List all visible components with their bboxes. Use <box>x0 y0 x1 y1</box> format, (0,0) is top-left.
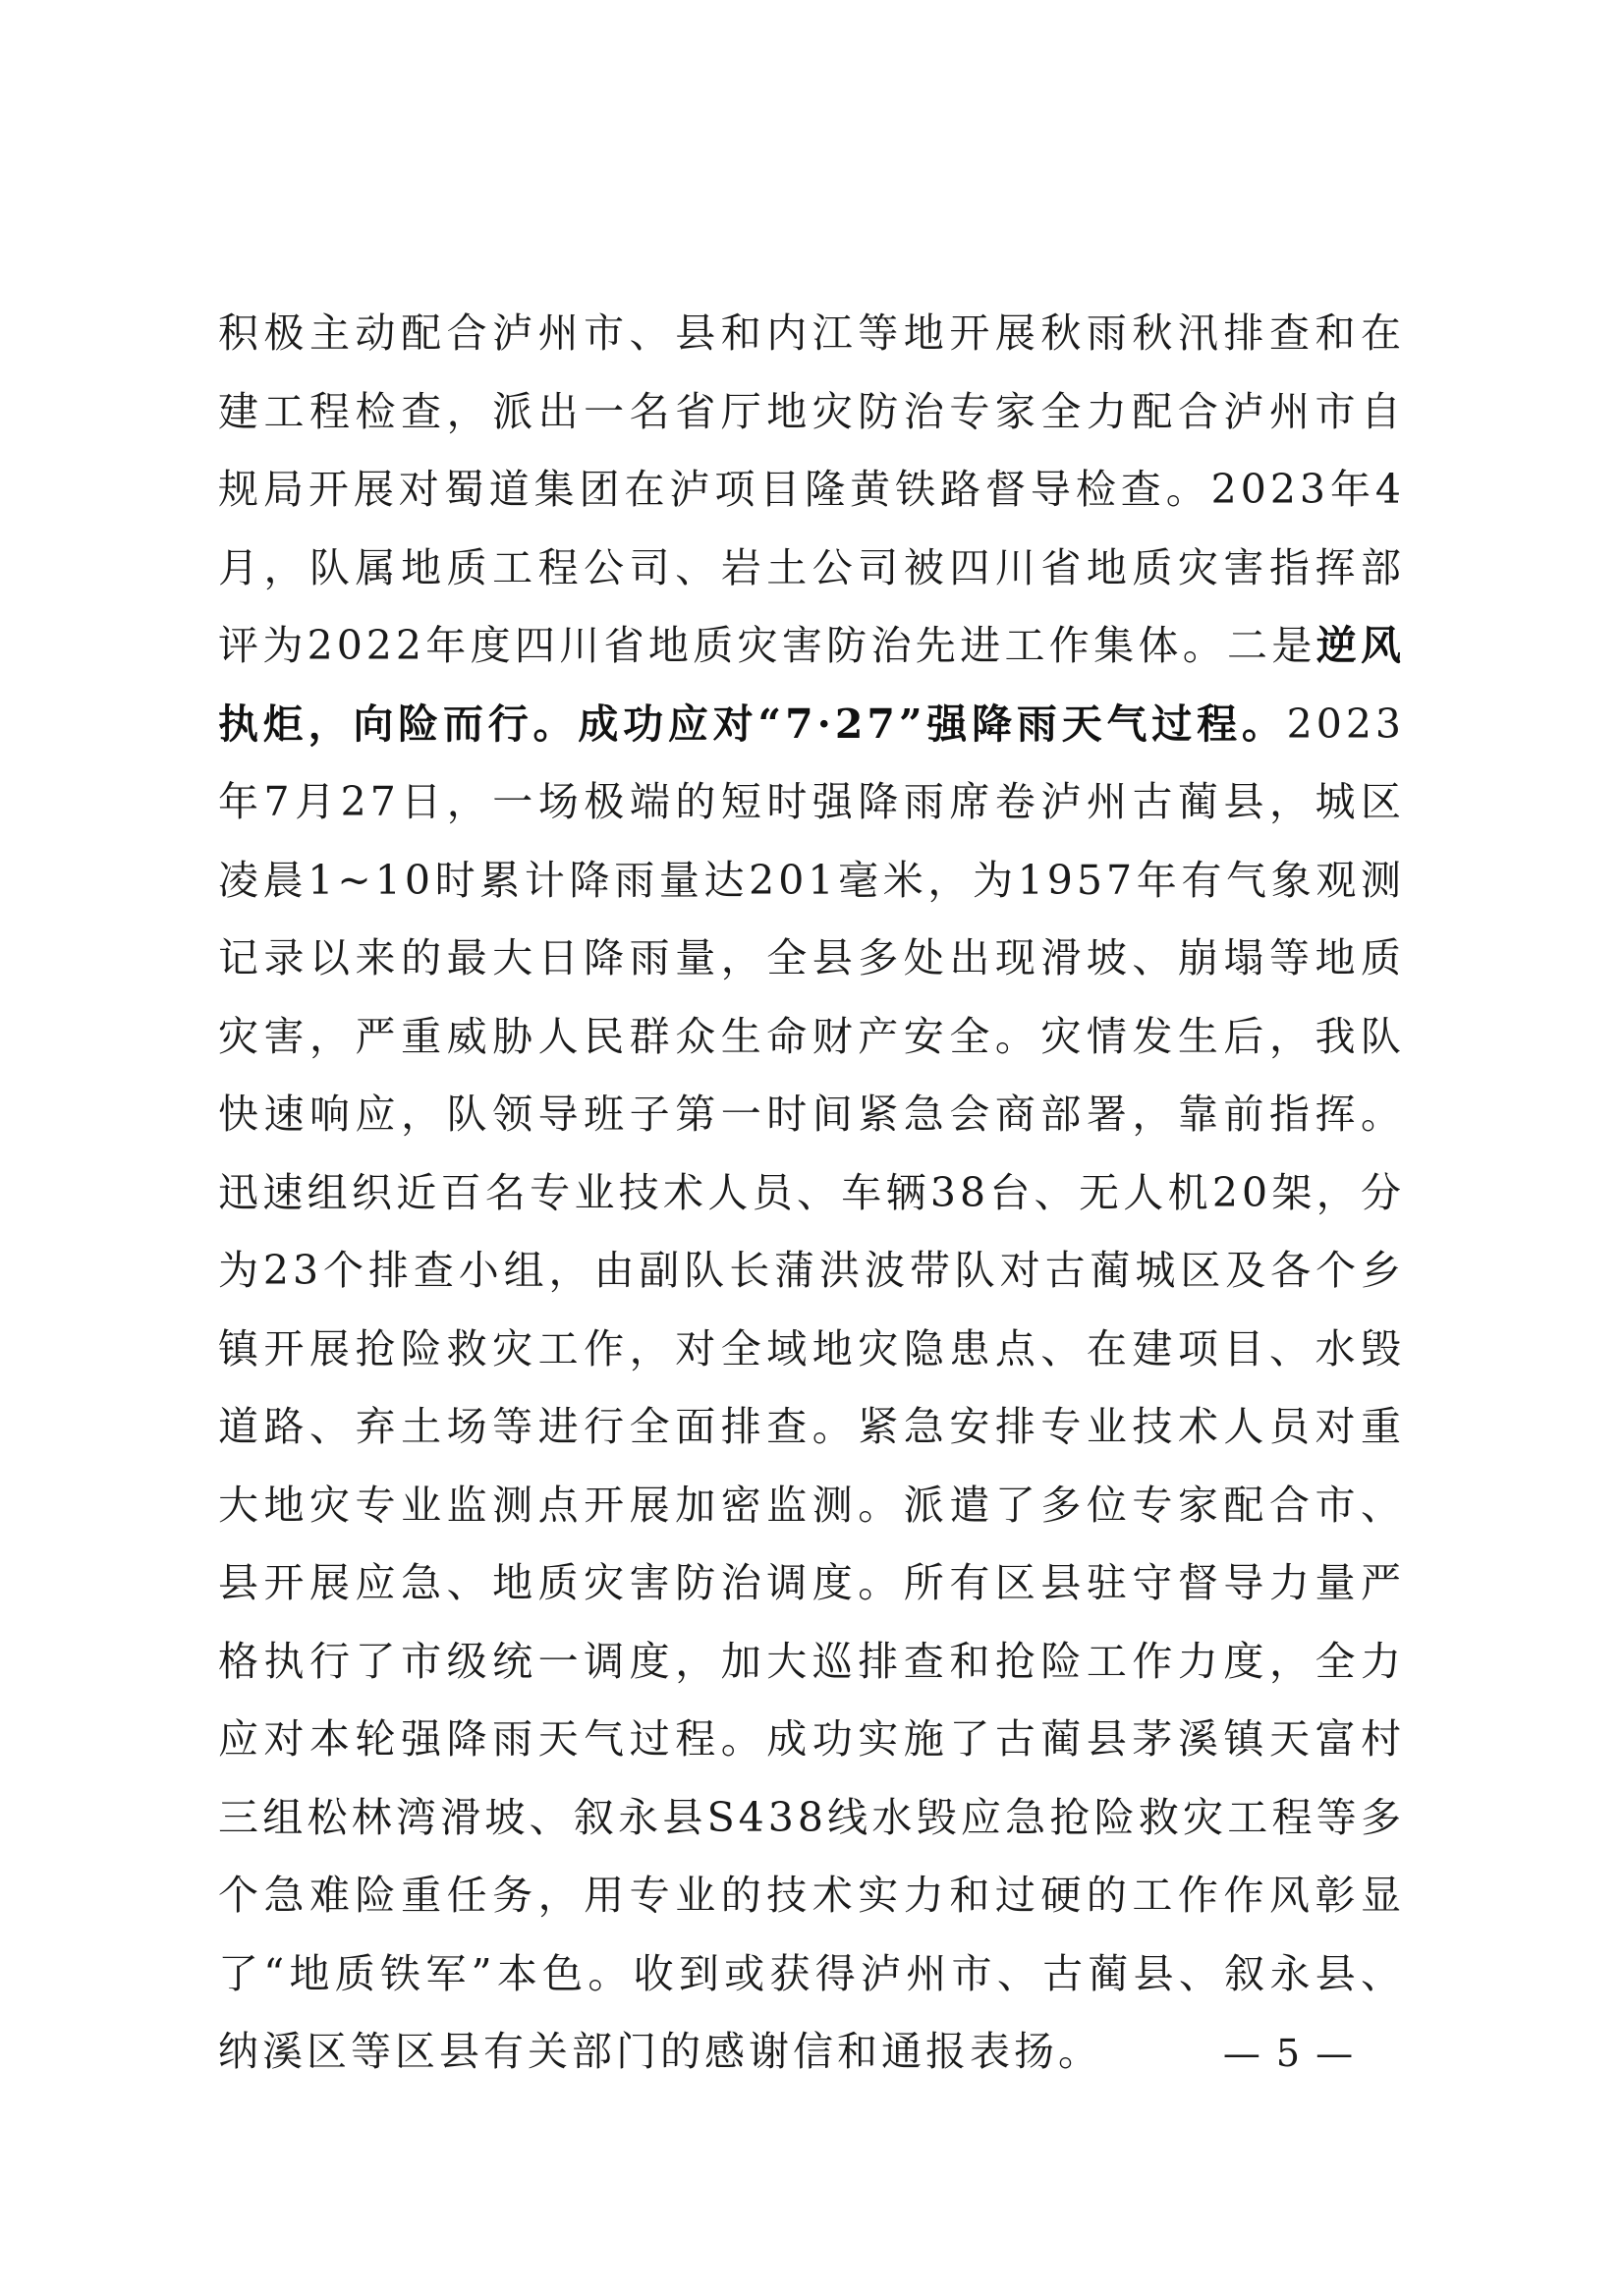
body-paragraph <box>218 295 1405 2092</box>
paragraph-text-body: 2023年7月27日，一场极端的短时强降雨席卷泸州古蔺县，城区凌晨1~10时累计降雨量达201毫米，为1957年有气象观测记录以来的最大日降雨量，全县多处出现滑坡、崩塌等地质灾害，严重威胁人民群众生命财产安全。灾情发生后，我队快速响应，队领导班子第一时间紧急会商部署，靠前指挥。迅速组织近百名专业技术人员、车辆38台、无人机20架，分为23个排查小组，由副队长蒲洪波带队对古蔺城区及各个乡镇开展抢险救灾工作，对全域地灾隐患点、在建项目、水毁道路、弃土场等进行全面排查。紧急安排专业技术人员对重大地灾专业监测点开展加密监测。派遣了多位专家配合市、县开展应急、地质灾害防治调度。所有区县驻守督导力量严格执行了市级统一调度，加大巡排查和抢险工作力度，全力应对本轮强降雨天气过程。成功实施了古蔺县茅溪镇天富村三组松林湾滑坡、叙永县S438线水毁应急抢险救灾工程等多个急难险重任务，用专业的技术实力和过硬的工作作风彰显了“地质铁军”本色。收到或获得泸州市、古蔺县、叙永县、纳溪区等区县有关部门的感谢信和通报表扬。 <box>218 700 1405 2075</box>
page-number: — 5 — <box>1222 2032 1356 2075</box>
paragraph-text-bold-heading: 逆风执炬，向险而行。成功应对“7·27”强降雨天气过程。 <box>218 622 1406 748</box>
paragraph-text-intro: 积极主动配合泸州市、县和内江等地开展秋雨秋汛排查和在建工程检查，派出一名省厅地灾防治专家全力配合泸州市自规局开展对蜀道集团在泸项目隆黄铁路督导检查。2023年4月，队属地质工程公司、岩土公司被四川省地质灾害指挥部评为2022年度四川省地质灾害防治先进工作集体。二是 <box>218 309 1405 669</box>
